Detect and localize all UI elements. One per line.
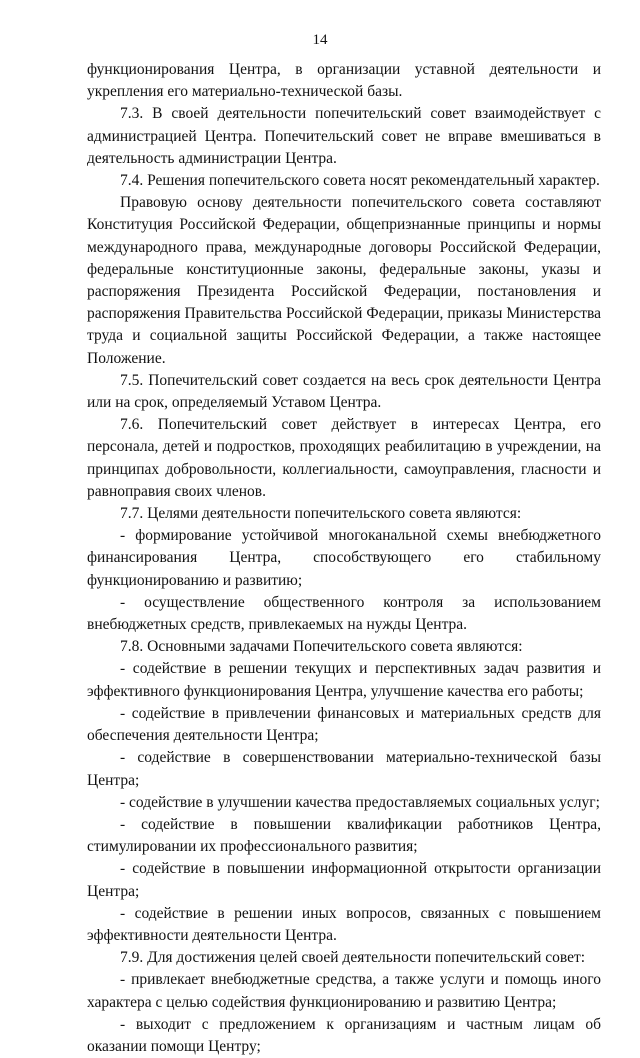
document-body xyxy=(87,59,601,1058)
paragraph-7-3: 7.3. В своей деятельности попечительский совет взаимодействует с администрацией Центра. Попечительский совет не вправе вмешиваться в деятельность администрации Центра. xyxy=(87,105,601,167)
page-number: 14 xyxy=(312,32,328,48)
paragraph-legal-basis: Правовую основу деятельности попечительского совета составляют Конституция Российской Федерации, общепризнанные принципы и нормы международного права, международные договоры Российской Федерации, федеральные конституционные законы, федеральные законы, указы и распоряжения Президента Российской Федерации, постановления и распоряжения Правительства Российской Федерации, приказы Министерства труда и социальной защиты Российской Федерации, а также настоящее Положение. xyxy=(87,194,601,367)
list-item-task-material-base: - содействие в совершенствовании материально-технической базы Центра; xyxy=(87,749,601,789)
paragraph-7-8: 7.8. Основными задачами Попечительского совета являются: xyxy=(120,638,523,656)
list-item-task-efficiency: - содействие в решении иных вопросов, связанных с повышением эффективности деятельности Центра. xyxy=(87,904,601,944)
list-item-task-qualification: - содействие в повышении квалификации работников Центра, стимулировании их профессионального развития; xyxy=(87,815,601,856)
paragraph-7-9: 7.9. Для достижения целей своей деятельности попечительский совет: xyxy=(120,949,586,967)
list-item-action-attract-funds: - привлекает внебюджетные средства, а также услуги и помощь иного характера с целью содействия функционированию и развитию Центра; xyxy=(87,971,601,1011)
list-item-goal-financing: - формирование устойчивой многоканальной схемы внебюджетного финансирования Центра, способствующего его стабильному функционированию и развитию; xyxy=(87,527,601,589)
list-item-task-development: - содействие в решении текущих и перспективных задач развития и эффективного функционирования Центра, улучшение качества его работы; xyxy=(87,660,601,700)
paragraph-7-7: 7.7. Целями деятельности попечительского совета являются: xyxy=(120,505,522,523)
paragraph-7-5: 7.5. Попечительский совет создается на весь срок деятельности Центра или на срок, определяемый Уставом Центра. xyxy=(87,371,601,412)
list-item-goal-control: - осуществление общественного контроля за использованием внебюджетных средств, привлекаемых на нужды Центра. xyxy=(87,593,601,634)
list-item-task-service-quality: - содействие в улучшении качества предоставляемых социальных услуг; xyxy=(120,793,600,811)
list-item-task-openness: - содействие в повышении информационной открытости организации Центра; xyxy=(87,860,601,900)
paragraph-7-4: 7.4. Решения попечительского совета носят рекомендательный характер. xyxy=(120,172,600,190)
list-item-task-funding: - содействие в привлечении финансовых и материальных средств для обеспечения деятельности Центра; xyxy=(87,704,601,745)
paragraph-7-6: 7.6. Попечительский совет действует в интересах Центра, его персонала, детей и подростков, проходящих реабилитацию в учреждении, на принципах добровольности, коллегиальности, самоуправления, гласности и равноправия своих членов. xyxy=(87,416,601,500)
list-item-action-request-help: - выходит с предложением к организациям и частным лицам об оказании помощи Центру; xyxy=(87,1015,601,1055)
paragraph-intro-continuation: функционирования Центра, в организации уставной деятельности и укрепления его материально-технической базы. xyxy=(87,61,601,101)
